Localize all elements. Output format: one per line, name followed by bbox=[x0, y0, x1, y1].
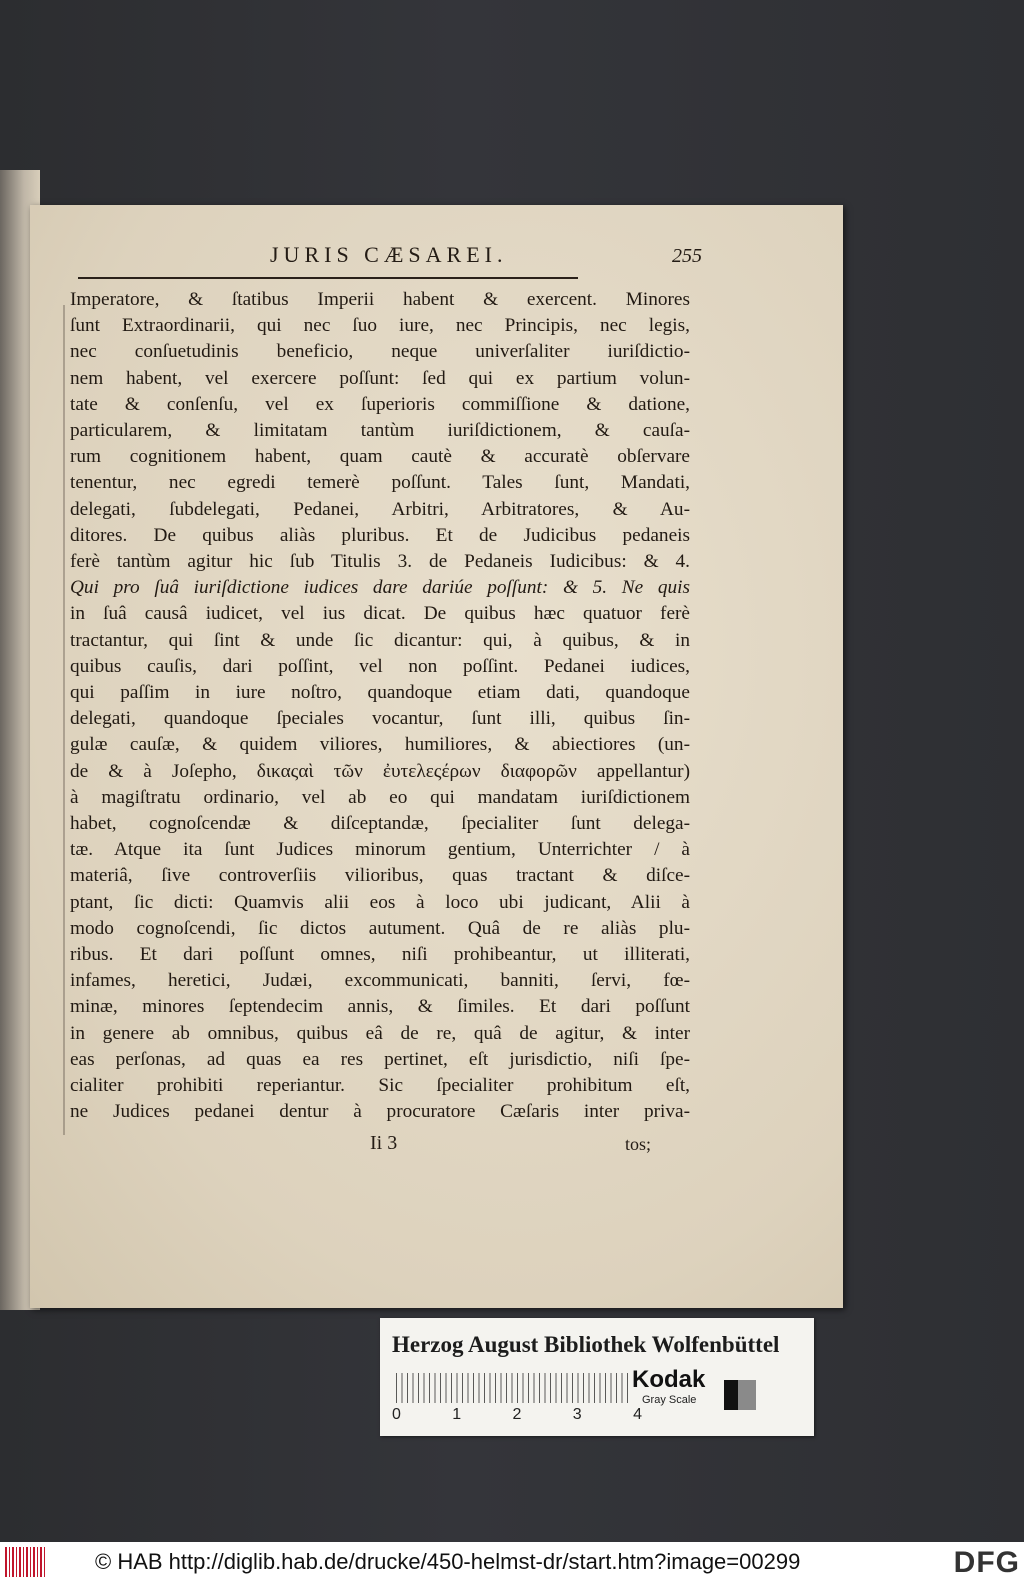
text-line: de & à Joſepho, δικαςαὶ τῶν ἐυτελεςέρων διαφορῶν appellantur) bbox=[70, 760, 690, 782]
text-line: eas perſonas, ad quas ea res pertinet, eſt jurisdictio, niſi ſpe- bbox=[70, 1048, 690, 1070]
text-line: in ſuâ causâ iudicet, vel ius dicat. De quibus hæc quatuor ferè bbox=[70, 603, 690, 625]
ruler-number: 3 bbox=[572, 1406, 582, 1423]
text-line: materiâ, ſive controverſiis vilioribus, quas tractant & diſce- bbox=[70, 865, 690, 887]
text-line: cialiter prohibiti reperiantur. Sic ſpecialiter prohibitum eſt, bbox=[70, 1075, 690, 1097]
text-line: gulæ cauſæ, & quidem viliores, humiliores, & abiectiores (un- bbox=[70, 734, 690, 756]
footer-link[interactable]: © HAB http://diglib.hab.de/drucke/450-helmst-dr/start.htm?image=00299 bbox=[95, 1549, 801, 1574]
text-line: habet, cognoſcendæ & diſceptandæ, ſpecialiter ſunt delega- bbox=[70, 813, 690, 835]
ruler-number: 0 bbox=[392, 1406, 401, 1423]
gray-scale-text: Gray Scale bbox=[642, 1394, 697, 1406]
text-line: delegati, ſubdelegati, Pedanei, Arbitri, Arbitratores, & Au- bbox=[70, 498, 690, 520]
text-line: particularem, & limitatam tantùm iuriſdictionem, & cauſa- bbox=[70, 420, 690, 442]
body-text bbox=[70, 287, 690, 1126]
text-line: tate & conſenſu, vel ex ſuperioris commiſſione & datione, bbox=[70, 393, 690, 415]
text-line: in genere ab omnibus, quibus eâ de re, quâ de agitur, & inter bbox=[70, 1022, 690, 1044]
text-line: tractantur, qui ſint & unde ſic dicantur: qui, à quibus, & in bbox=[70, 629, 690, 651]
gutter-line bbox=[63, 305, 65, 1135]
ruler-numbers bbox=[392, 1406, 642, 1424]
book-page bbox=[30, 205, 843, 1308]
header-rule bbox=[78, 277, 578, 279]
text-line: nem habent, vel exercere poſſunt: ſed qui ex partium volun- bbox=[70, 367, 690, 389]
running-head: JURIS CÆSAREI. bbox=[270, 242, 508, 267]
hab-barcode-icon bbox=[5, 1547, 47, 1577]
text-line: tenentur, nec egredi temerè poſſunt. Tales ſunt, Mandati, bbox=[70, 472, 690, 494]
text-line: ptant, ſic dicti: Quamvis alii eos à loco ubi judicant, Alii à bbox=[70, 891, 690, 913]
black-swatch bbox=[724, 1380, 738, 1410]
text-line: ribus. Et dari poſſunt omnes, niſi prohibeantur, ut illiterati, bbox=[70, 944, 690, 966]
library-name: Herzog August Bibliothek Wolfenbüttel bbox=[392, 1332, 780, 1357]
signature-mark: Ii 3 bbox=[370, 1132, 398, 1154]
ruler-number: 4 bbox=[633, 1406, 642, 1423]
text-line: à magiſtratu ordinario, vel ab eo qui mandatam iuriſdictionem bbox=[70, 786, 690, 808]
text-line: qui paſſim in iure noſtro, quandoque etiam dati, quandoque bbox=[70, 682, 690, 704]
catchword: tos; bbox=[625, 1134, 652, 1154]
text-line: ſunt Extraordinarii, qui nec ſuo iure, nec Principis, nec legis, bbox=[70, 315, 690, 337]
text-line: modo cognoſcendi, ſic dictos autument. Quâ de re aliàs plu- bbox=[70, 917, 690, 939]
library-label bbox=[380, 1318, 814, 1436]
text-line: rum cognitionem habent, quam cautè & accuratè obſervare bbox=[70, 446, 690, 468]
text-line: Imperatore, & ſtatibus Imperii habent & exercent. Minores bbox=[70, 289, 690, 310]
text-line: minæ, minores ſeptendecim annis, & ſimiles. Et dari poſſunt bbox=[70, 996, 690, 1018]
kodak-brand: Kodak bbox=[632, 1366, 706, 1393]
text-line: Qui pro ſuâ iuriſdictione iudices dare dariúe poſſunt: & 5. Ne quis bbox=[70, 577, 690, 599]
text-line: ferè tantùm agitur hic ſub Titulis 3. de Pedaneis Iudicibus: & 4. bbox=[70, 551, 690, 573]
text-line: ne Judices pedanei dentur à procuratore Cæſaris inter priva- bbox=[70, 1101, 690, 1123]
text-line: ditores. De quibus aliàs pluribus. Et de Judicibus pedaneis bbox=[70, 524, 690, 546]
ruler-number: 2 bbox=[512, 1406, 522, 1423]
text-line: quibus cauſis, dari poſſint, vel non poſſint. Pedanei iudices, bbox=[70, 655, 690, 677]
gray-swatch bbox=[738, 1380, 756, 1410]
ruler-number: 1 bbox=[452, 1406, 462, 1423]
text-line: tæ. Atque ita ſunt Judices minorum gentium, Unterrichter / à bbox=[70, 839, 690, 861]
text-line: delegati, quandoque ſpeciales vocantur, ſunt illi, quibus ſin- bbox=[70, 708, 690, 730]
dfg-logo: DFG bbox=[953, 1546, 1020, 1579]
page-number: 255 bbox=[672, 245, 702, 267]
text-line: infames, heretici, Judæi, excommunicati, banniti, ſervi, fœ- bbox=[70, 970, 690, 992]
text-line: nec conſuetudinis beneficio, neque univerſaliter iuriſdictio- bbox=[70, 341, 690, 363]
footer-bar bbox=[0, 1542, 1024, 1582]
scale-ruler bbox=[396, 1373, 628, 1403]
